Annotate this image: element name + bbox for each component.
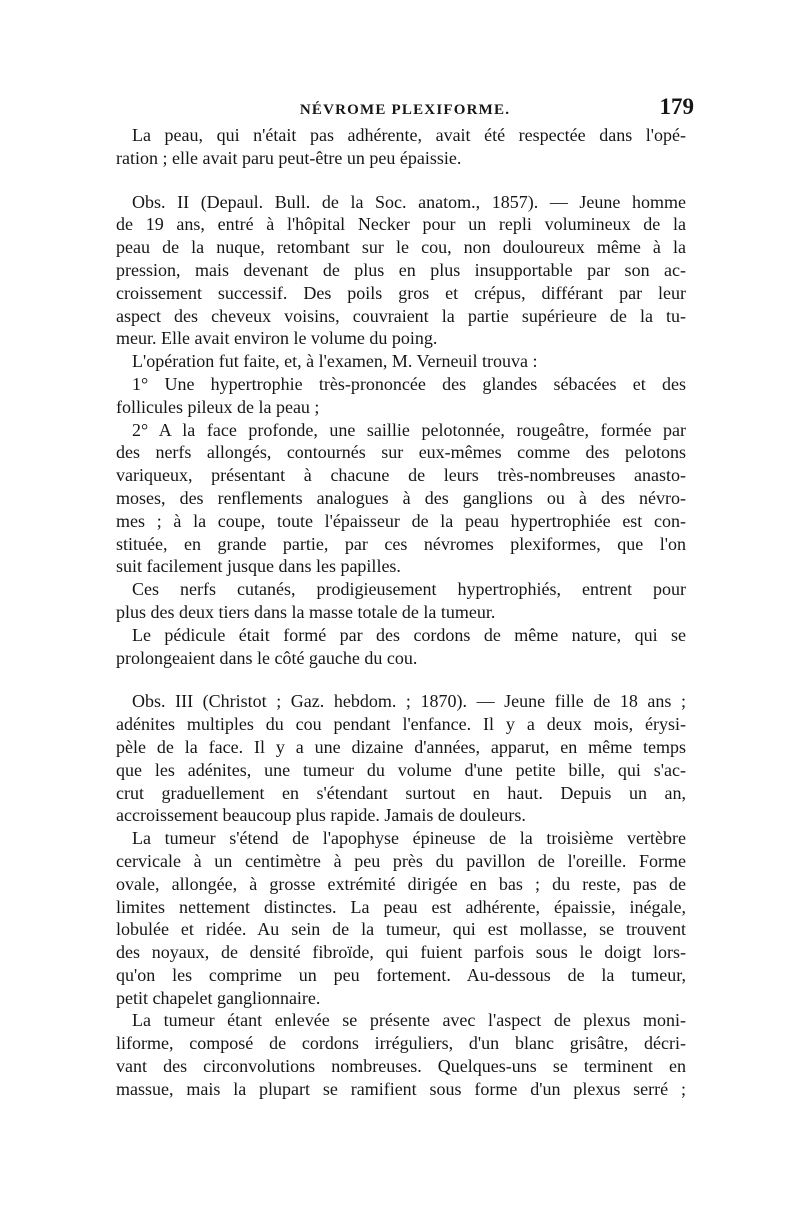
text-line: stituée, en grande partie, par ces névromes plexiformes, que l'on [116, 533, 686, 554]
text-line: aspect des cheveux voisins, couvraient la partie supérieure de la tu- [116, 305, 686, 326]
section-gap [116, 669, 686, 690]
text-line: 2° A la face profonde, une saillie pelotonnée, rougeâtre, formée par [132, 419, 686, 440]
text-line: des nerfs allongés, contournés sur eux-mêmes comme des pelotons [116, 442, 686, 463]
body-text [116, 124, 686, 1101]
text-line: vant des circonvolutions nombreuses. Quelques-uns se terminent en [116, 1056, 686, 1077]
text-line: adénites multiples du cou pendant l'enfance. Il y a deux mois, érysi- [116, 714, 686, 735]
text-line: La tumeur s'étend de l'apophyse épineuse de la troisième vertèbre [132, 828, 686, 849]
text-line: suit facilement jusque dans les papilles. [116, 556, 401, 577]
text-line: liforme, composé de cordons irréguliers, d'un blanc grisâtre, décri- [116, 1033, 686, 1054]
text-line: ration ; elle avait paru peut-être un peu épaissie. [116, 147, 462, 168]
text-line: croissement successif. Des poils gros et crépus, différant par leur [116, 282, 686, 303]
text-line: accroissement beaucoup plus rapide. Jamais de douleurs. [116, 805, 526, 826]
text-line: lobulée et ridée. Au sein de la tumeur, qui est mollasse, se trouvent [116, 919, 686, 940]
text-line: prolongeaient dans le côté gauche du cou. [116, 647, 418, 668]
text-line: des noyaux, de densité fibroïde, qui fuient parfois sous le doigt lors- [116, 942, 686, 963]
text-line: crut graduellement en s'étendant surtout en haut. Depuis un an, [116, 782, 686, 803]
text-line: cervicale à un centimètre à peu près du pavillon de l'oreille. Forme [116, 850, 686, 871]
text-line: massue, mais la plupart se ramifient sous forme d'un plexus serré ; [116, 1078, 686, 1099]
text-line: Le pédicule était formé par des cordons de même nature, qui se [132, 624, 686, 645]
text-line: La peau, qui n'était pas adhérente, avait été respectée dans l'opé- [132, 125, 686, 145]
running-head [110, 94, 700, 124]
running-title: NÉVROME PLEXIFORME. [299, 102, 511, 118]
text-line: Obs. II (Depaul. Bull. de la Soc. anatom., 1857). — Jeune homme [132, 191, 686, 212]
text-line: qu'on les comprime un peu fortement. Au-dessous de la tumeur, [116, 964, 686, 985]
text-line: limites nettement distinctes. La peau est adhérente, épaissie, inégale, [116, 896, 686, 917]
text-line: pèle de la face. Il y a une dizaine d'années, apparut, en même temps [116, 736, 686, 757]
text-line: Ces nerfs cutanés, prodigieusement hypertrophiés, entrent pour [132, 579, 686, 600]
text-line: ovale, allongée, à grosse extrémité dirigée en bas ; du reste, pas de [116, 873, 686, 894]
text-line: plus des deux tiers dans la masse totale de la tumeur. [116, 601, 496, 622]
text-line: variqueux, présentant à chacune de leurs très-nombreuses anasto- [116, 465, 686, 486]
text-line: Obs. III (Christot ; Gaz. hebdom. ; 1870). — Jeune fille de 18 ans ; [132, 691, 686, 712]
text-line: L'opération fut faite, et, à l'examen, M. Verneuil trouva : [132, 351, 538, 372]
text-line: mes ; à la coupe, toute l'épaisseur de la peau hypertrophiée est con- [116, 510, 686, 531]
section-gap [116, 170, 686, 191]
text-line: follicules pileux de la peau ; [116, 396, 320, 417]
text-line: pression, mais devenant de plus en plus insupportable par son ac- [116, 259, 686, 280]
text-line: meur. Elle avait environ le volume du poing. [116, 328, 438, 349]
text-line: peau de la nuque, retombant sur le cou, non douloureux même à la [116, 237, 686, 258]
text-line: 1° Une hypertrophie très-prononcée des glandes sébacées et des [132, 373, 686, 394]
text-line: de 19 ans, entré à l'hôpital Necker pour un repli volumineux de la [116, 214, 686, 235]
text-line: petit chapelet ganglionnaire. [116, 987, 321, 1008]
text-line: La tumeur étant enlevée se présente avec l'aspect de plexus moni- [132, 1010, 686, 1031]
page-number: 179 [659, 94, 694, 119]
text-line: que les adénites, une tumeur du volume d'une petite bille, qui s'ac- [116, 759, 686, 780]
text-line: moses, des renflements analogues à des ganglions ou à des névro- [116, 487, 686, 508]
